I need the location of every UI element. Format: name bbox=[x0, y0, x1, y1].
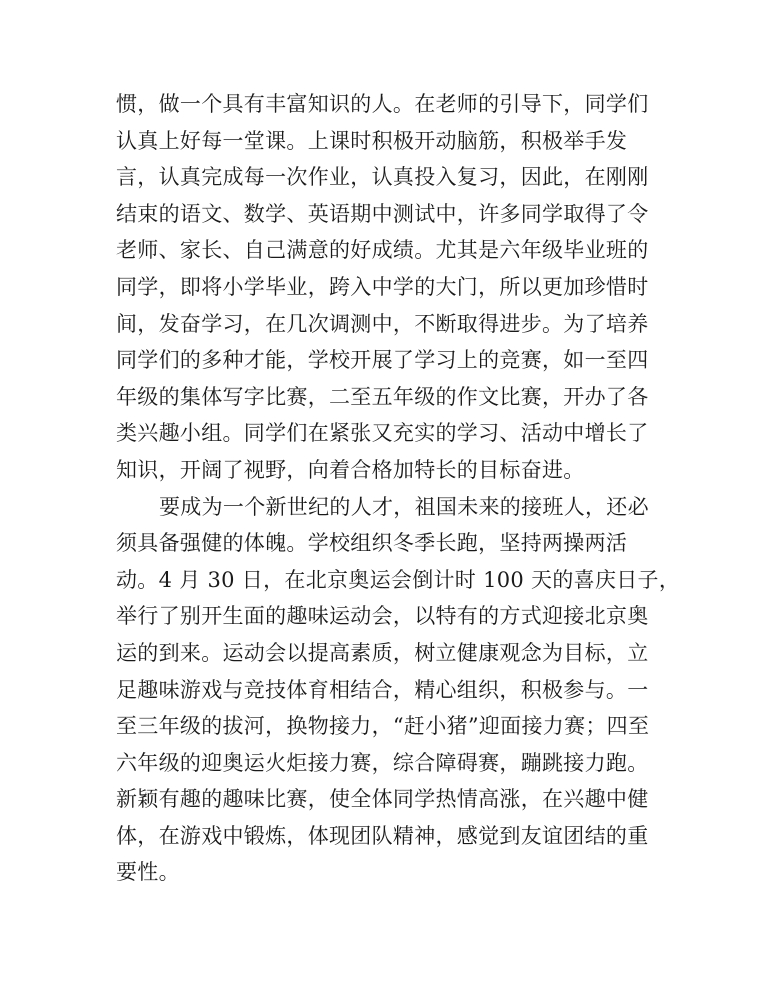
text-line: 六年级的迎奥运火炬接力赛，综合障碍赛，蹦跳接力跑。 bbox=[116, 750, 649, 775]
text-line: 认真上好每一堂课。上课时积极开动脑筋，积极举手发 bbox=[116, 128, 628, 153]
paragraph-start-line: 要成为一个新世纪的人才，祖国未来的接班人，还必 bbox=[159, 494, 649, 519]
text-line: 足趣味游戏与竞技体育相结合，精心组织，积极参与。一 bbox=[116, 677, 649, 702]
text-line: 言，认真完成每一次作业，认真投入复习，因此，在刚刚 bbox=[116, 165, 649, 190]
text-line: 至三年级的拔河，换物接力，“赶小猪”迎面接力赛；四至 bbox=[116, 714, 650, 739]
text-line: 新颖有趣的趣味比赛，使全体同学热情高涨，在兴趣中健 bbox=[116, 787, 649, 812]
text-line: 同学们的多种才能，学校开展了学习上的竞赛，如一至四 bbox=[116, 348, 649, 373]
document-body bbox=[116, 86, 681, 891]
text-line: 知识，开阔了视野，向着合格加特长的目标奋进。 bbox=[116, 457, 585, 482]
text-line: 老师、家长、自己满意的好成绩。尤其是六年级毕业班的 bbox=[116, 238, 649, 263]
text-line: 同学，即将小学毕业，跨入中学的大门，所以更加珍惜时 bbox=[116, 274, 649, 299]
text-line: 要性。 bbox=[116, 860, 180, 885]
text-line: 惯，做一个具有丰富知识的人。在老师的引导下，同学们 bbox=[116, 92, 649, 116]
text-line: 年级的集体写字比赛，二至五年级的作文比赛，开办了各 bbox=[116, 384, 649, 409]
text-line: 须具备强健的体魄。学校组织冬季长跑，坚持两操两活 bbox=[116, 531, 628, 556]
text-line: 举行了别开生面的趣味运动会，以特有的方式迎接北京奥 bbox=[116, 604, 649, 629]
text-line: 体，在游戏中锻炼，体现团队精神，感觉到友谊团结的重 bbox=[116, 823, 649, 848]
text-line: 运的到来。运动会以提高素质，树立健康观念为目标，立 bbox=[116, 640, 649, 665]
text-line: 结束的语文、数学、英语期中测试中，许多同学取得了令 bbox=[116, 201, 649, 226]
text-line: 间，发奋学习，在几次调测中，不断取得进步。为了培养 bbox=[116, 311, 649, 336]
text-line: 动。4 月 30 日，在北京奥运会倒计时 100 天的喜庆日子， bbox=[116, 567, 681, 592]
text-line: 类兴趣小组。同学们在紧张又充实的学习、活动中增长了 bbox=[116, 421, 649, 446]
